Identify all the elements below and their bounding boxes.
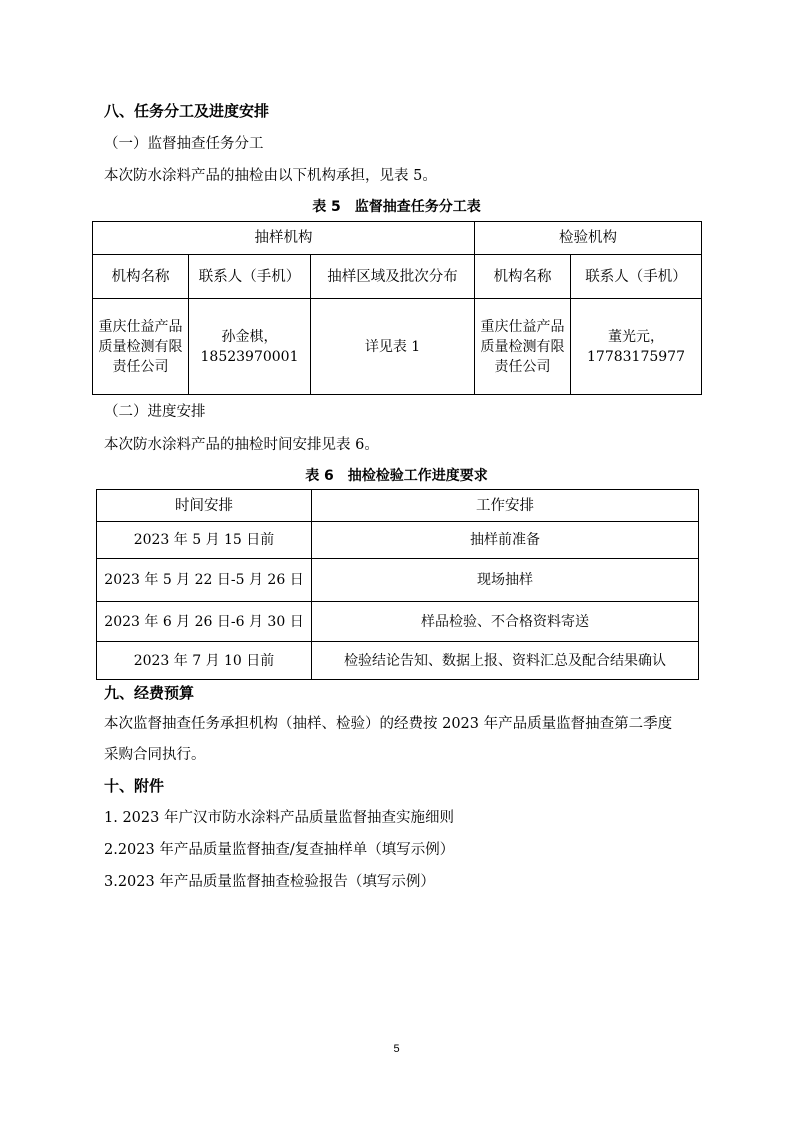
schedule-time: 2023 年 7 月 10 日前 bbox=[97, 642, 312, 680]
schedule-work: 检验结论告知、数据上报、资料汇总及配合结果确认 bbox=[312, 642, 699, 680]
section-10-heading: 十、附件 bbox=[104, 777, 165, 795]
schedule-time: 2023 年 6 月 26 日-6 月 30 日 bbox=[97, 602, 312, 642]
sampling-contact-phone: 18523970001 bbox=[200, 348, 299, 365]
table-row bbox=[97, 602, 699, 642]
schedule-time: 2023 年 5 月 15 日前 bbox=[97, 522, 312, 559]
table-5-column-header-row bbox=[93, 255, 702, 299]
table-row bbox=[97, 642, 699, 680]
table-6 bbox=[96, 489, 699, 680]
sampling-contact bbox=[189, 299, 311, 395]
schedule-work: 现场抽样 bbox=[312, 559, 699, 602]
schedule-work: 样品检验、不合格资料寄送 bbox=[312, 602, 699, 642]
attachment-item: 2.2023 年产品质量监督抽查/复查抽样单（填写示例） bbox=[104, 842, 455, 858]
header-work: 工作安排 bbox=[312, 490, 699, 522]
paragraph-schedule: 本次防水涂料产品的抽检时间安排见表 6。 bbox=[104, 437, 379, 453]
table-5-group-header-row bbox=[93, 222, 702, 255]
attachment-item: 1. 2023 年广汉市防水涂料产品质量监督抽查实施细则 bbox=[104, 810, 454, 826]
sampling-org-name: 重庆仕益产品质量检测有限责任公司 bbox=[93, 299, 189, 395]
sampling-area: 详见表 1 bbox=[311, 299, 475, 395]
header-time: 时间安排 bbox=[97, 490, 312, 522]
schedule-time: 2023 年 5 月 22 日-5 月 26 日 bbox=[97, 559, 312, 602]
paragraph-task-division: 本次防水涂料产品的抽检由以下机构承担，见表 5。 bbox=[104, 168, 437, 184]
page-number: 5 bbox=[393, 1043, 400, 1055]
paragraph-budget-line-1: 本次监督抽查任务承担机构（抽样、检验）的经费按 2023 年产品质量监督抽查第二季度 bbox=[104, 716, 673, 732]
table-row bbox=[97, 559, 699, 602]
header-contact-2: 联系人（手机） bbox=[571, 255, 702, 299]
table-6-header-row bbox=[97, 490, 699, 522]
section-8-heading: 八、任务分工及进度安排 bbox=[104, 102, 270, 120]
table-row bbox=[93, 299, 702, 395]
testing-contact bbox=[571, 299, 702, 395]
table-row bbox=[97, 522, 699, 559]
testing-contact-phone: 17783175977 bbox=[587, 348, 685, 365]
subsection-1-heading: （一）监督抽查任务分工 bbox=[104, 136, 264, 152]
sampling-contact-name: 孙金棋， bbox=[221, 328, 278, 345]
section-9-heading: 九、经费预算 bbox=[104, 684, 195, 702]
header-org-name: 机构名称 bbox=[93, 255, 189, 299]
subsection-2-heading: （二）进度安排 bbox=[104, 404, 206, 420]
table-5-caption: 表 5 监督抽查任务分工表 bbox=[312, 199, 481, 215]
header-sampling-org-group: 抽样机构 bbox=[93, 222, 475, 255]
header-org-name-2: 机构名称 bbox=[475, 255, 571, 299]
schedule-work: 抽样前准备 bbox=[312, 522, 699, 559]
header-contact: 联系人（手机） bbox=[189, 255, 311, 299]
testing-org-name: 重庆仕益产品质量检测有限责任公司 bbox=[475, 299, 571, 395]
header-sampling-area: 抽样区域及批次分布 bbox=[311, 255, 475, 299]
table-5 bbox=[92, 221, 702, 395]
testing-contact-name: 董光元， bbox=[608, 328, 665, 345]
paragraph-budget-line-2: 采购合同执行。 bbox=[104, 747, 206, 763]
header-testing-org-group: 检验机构 bbox=[475, 222, 702, 255]
table-6-caption: 表 6 抽检检验工作进度要求 bbox=[305, 468, 488, 484]
attachment-item: 3.2023 年产品质量监督抽查检验报告（填写示例） bbox=[104, 874, 435, 890]
